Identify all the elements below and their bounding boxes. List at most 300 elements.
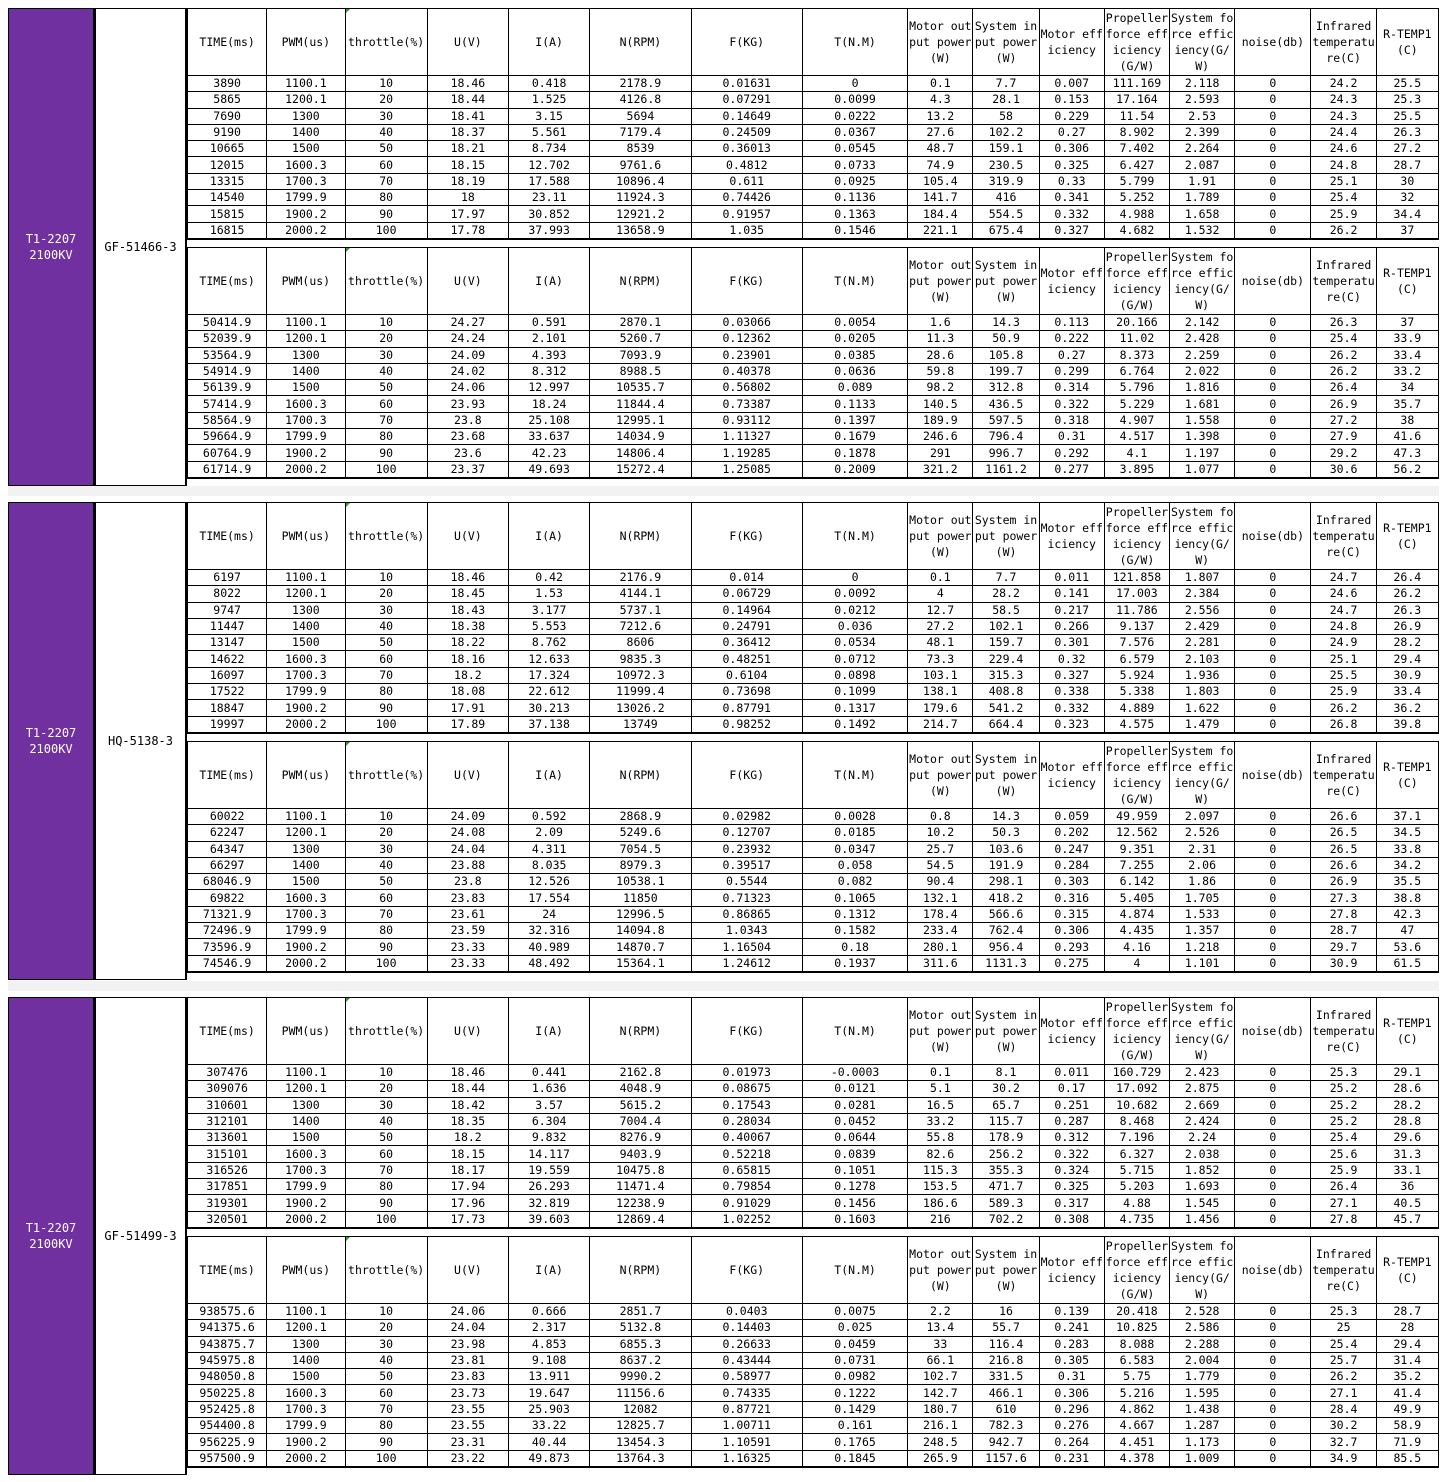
- table-cell: 0.48251: [691, 651, 802, 667]
- table-cell: 0.292: [1039, 445, 1104, 461]
- table-cell: 0.327: [1039, 667, 1104, 683]
- table-cell: 0: [1235, 1320, 1311, 1336]
- table-cell: 1799.9: [267, 923, 345, 939]
- column-header: T(N.M): [802, 503, 907, 570]
- table-cell: 13315: [188, 173, 267, 189]
- table-cell: 5.216: [1104, 1385, 1169, 1401]
- table-cell: 8.902: [1104, 124, 1169, 140]
- table-cell: 4.311: [509, 841, 590, 857]
- table-cell: 23.33: [427, 939, 508, 955]
- table-cell: 23.8: [427, 874, 508, 890]
- table-cell: 37: [1376, 315, 1438, 331]
- table-cell: 4.378: [1104, 1450, 1169, 1467]
- column-header: noise(db): [1235, 998, 1311, 1065]
- table-cell: 11.786: [1104, 602, 1169, 618]
- table-cell: 121.858: [1104, 570, 1169, 586]
- table-cell: 24.09: [427, 347, 508, 363]
- table-cell: 28.1: [973, 92, 1039, 108]
- table-cell: 0.07291: [691, 92, 802, 108]
- column-header: R-TEMP1(C): [1376, 742, 1438, 809]
- table-cell: 12.702: [509, 157, 590, 173]
- table-row: [188, 667, 1439, 683]
- table-cell: 50.3: [973, 825, 1039, 841]
- motor-kv-line2: 2100KV: [29, 248, 73, 262]
- table-cell: 42.23: [509, 445, 590, 461]
- table-cell: 12825.7: [590, 1418, 691, 1434]
- table-cell: 664.4: [973, 716, 1039, 733]
- column-header: U(V): [427, 9, 508, 76]
- column-header: System input power(W): [973, 742, 1039, 809]
- table-cell: 0.007: [1039, 76, 1104, 92]
- table-cell: 0: [1235, 841, 1311, 857]
- column-header: noise(db): [1235, 9, 1311, 76]
- table-cell: 66297: [188, 857, 267, 873]
- table-cell: 26.2: [1311, 700, 1376, 716]
- table-cell: 10538.1: [590, 874, 691, 890]
- column-header: Motor output power(W): [908, 248, 973, 315]
- table-cell: 10665: [188, 141, 267, 157]
- table-cell: 2176.9: [590, 570, 691, 586]
- table-cell: 23.55: [427, 1401, 508, 1417]
- table-cell: 26.4: [1376, 570, 1438, 586]
- table-cell: 18.42: [427, 1097, 508, 1113]
- table-cell: 0.324: [1039, 1162, 1104, 1178]
- table-cell: 74.9: [908, 157, 973, 173]
- table-cell: 58564.9: [188, 412, 267, 428]
- table-cell: 13658.9: [590, 222, 691, 239]
- table-cell: 2000.2: [267, 461, 345, 478]
- column-header: R-TEMP1(C): [1376, 248, 1438, 315]
- table-cell: 0.287: [1039, 1113, 1104, 1129]
- table-cell: 5.796: [1104, 380, 1169, 396]
- table-cell: 48.492: [509, 955, 590, 972]
- table-cell: 1.00711: [691, 1418, 802, 1434]
- table-cell: 17.588: [509, 173, 590, 189]
- table-cell: 27.2: [908, 618, 973, 634]
- table-cell: 0.14649: [691, 108, 802, 124]
- table-cell: 73596.9: [188, 939, 267, 955]
- table-cell: 0: [1235, 347, 1311, 363]
- table-cell: 938575.6: [188, 1304, 267, 1320]
- table-cell: 0.1456: [802, 1195, 907, 1211]
- table-cell: 4.517: [1104, 429, 1169, 445]
- table-cell: 1799.9: [267, 1418, 345, 1434]
- table-cell: 0.592: [509, 809, 590, 825]
- table-cell: 59.8: [908, 363, 973, 379]
- column-header: F(KG): [691, 503, 802, 570]
- table-cell: 216.1: [908, 1418, 973, 1434]
- table-cell: 34.5: [1376, 825, 1438, 841]
- table-cell: 2.103: [1170, 651, 1235, 667]
- table-cell: 20.166: [1104, 315, 1169, 331]
- table-cell: 0.2009: [802, 461, 907, 478]
- column-header: PWM(us): [267, 9, 345, 76]
- table-row: [188, 1130, 1439, 1146]
- table-cell: 29.2: [1311, 445, 1376, 461]
- table-cell: 18.44: [427, 1081, 508, 1097]
- table-cell: 34.4: [1376, 206, 1438, 222]
- table-cell: 26.2: [1311, 1369, 1376, 1385]
- table-cell: 24: [509, 906, 590, 922]
- column-header: PWM(us): [267, 1237, 345, 1304]
- table-cell: 1700.3: [267, 1401, 345, 1417]
- table-cell: 1400: [267, 1352, 345, 1368]
- table-cell: 0.17543: [691, 1097, 802, 1113]
- table-cell: 298.1: [973, 874, 1039, 890]
- table-cell: 27.9: [1311, 429, 1376, 445]
- table-cell: 0.305: [1039, 1352, 1104, 1368]
- table-cell: 0.323: [1039, 716, 1104, 733]
- column-header: Motor output power(W): [908, 9, 973, 76]
- table-cell: 4.1: [1104, 445, 1169, 461]
- table-cell: 14540: [188, 190, 267, 206]
- table-row: [188, 809, 1439, 825]
- table-cell: 4: [908, 586, 973, 602]
- table-cell: 8.1: [973, 1065, 1039, 1081]
- table-cell: 2.384: [1170, 586, 1235, 602]
- table-cell: 11999.4: [590, 684, 691, 700]
- table-cell: 17.91: [427, 700, 508, 716]
- table-cell: 8.468: [1104, 1113, 1169, 1129]
- table-cell: 1100.1: [267, 315, 345, 331]
- table-cell: 0.089: [802, 380, 907, 396]
- column-header: System force efficiency(G/W): [1170, 248, 1235, 315]
- table-cell: 0.014: [691, 570, 802, 586]
- table-cell: 10896.4: [590, 173, 691, 189]
- table-cell: 2.281: [1170, 635, 1235, 651]
- table-cell: 102.2: [973, 124, 1039, 140]
- table-cell: 1.681: [1170, 396, 1235, 412]
- table-cell: 0.0733: [802, 157, 907, 173]
- table-row: [188, 825, 1439, 841]
- table-cell: 0.325: [1039, 157, 1104, 173]
- table-cell: 8988.5: [590, 363, 691, 379]
- table-cell: 0.316: [1039, 890, 1104, 906]
- table-cell: 0.1: [908, 570, 973, 586]
- header-row: [188, 248, 1439, 315]
- table-cell: 0.65815: [691, 1162, 802, 1178]
- table-cell: 9.351: [1104, 841, 1169, 857]
- header-row: [188, 1237, 1439, 1304]
- table-cell: 10.682: [1104, 1097, 1169, 1113]
- table-cell: 0.23901: [691, 347, 802, 363]
- table-cell: 32: [1376, 190, 1438, 206]
- table-row: [188, 1162, 1439, 1178]
- table-cell: 26.3: [1376, 602, 1438, 618]
- table-cell: 55.8: [908, 1130, 973, 1146]
- table-cell: 11156.6: [590, 1385, 691, 1401]
- table-cell: 0.241: [1039, 1320, 1104, 1336]
- table-cell: 52039.9: [188, 331, 267, 347]
- table-cell: 80: [345, 923, 427, 939]
- table-cell: 11447: [188, 618, 267, 634]
- table-cell: 18.2: [427, 667, 508, 683]
- table-cell: 0.306: [1039, 1385, 1104, 1401]
- table-cell: 1.16504: [691, 939, 802, 955]
- table-cell: 56.2: [1376, 461, 1438, 478]
- table-cell: 24.3: [1311, 108, 1376, 124]
- table-cell: 68046.9: [188, 874, 267, 890]
- table-cell: 5.561: [509, 124, 590, 140]
- table-cell: 25.5: [1311, 667, 1376, 683]
- table-cell: 4.667: [1104, 1418, 1169, 1434]
- table-cell: 0.322: [1039, 396, 1104, 412]
- table-row: [188, 124, 1439, 140]
- table-cell: 309076: [188, 1081, 267, 1097]
- table-cell: 26.9: [1311, 396, 1376, 412]
- table-cell: 10: [345, 809, 427, 825]
- table-cell: 11924.3: [590, 190, 691, 206]
- table-cell: 1200.1: [267, 331, 345, 347]
- table-cell: 186.6: [908, 1195, 973, 1211]
- table-cell: 184.4: [908, 206, 973, 222]
- table-cell: 0.0925: [802, 173, 907, 189]
- table-cell: 5.799: [1104, 173, 1169, 189]
- table-cell: 0.03066: [691, 315, 802, 331]
- column-header: I(A): [509, 998, 590, 1065]
- table-cell: 25.5: [1376, 108, 1438, 124]
- table-cell: 5694: [590, 108, 691, 124]
- table-cell: 0.276: [1039, 1418, 1104, 1434]
- table-cell: 13147: [188, 635, 267, 651]
- table-cell: 9.137: [1104, 618, 1169, 634]
- table-cell: 29.1: [1376, 1065, 1438, 1081]
- column-header: T(N.M): [802, 1237, 907, 1304]
- table-cell: 2.264: [1170, 141, 1235, 157]
- table-cell: 18.46: [427, 1065, 508, 1081]
- table-cell: 72496.9: [188, 923, 267, 939]
- table-cell: 50: [345, 141, 427, 157]
- table-cell: 0: [1235, 1065, 1311, 1081]
- column-header: Infrared temperature(C): [1311, 1237, 1376, 1304]
- table-cell: 41.6: [1376, 429, 1438, 445]
- table-cell: 0: [1235, 825, 1311, 841]
- table-cell: 2000.2: [267, 955, 345, 972]
- table-cell: 73.3: [908, 651, 973, 667]
- table-cell: 0: [1235, 1195, 1311, 1211]
- table-cell: 13764.3: [590, 1450, 691, 1467]
- table-cell: 2.875: [1170, 1081, 1235, 1097]
- table-cell: 0: [1235, 570, 1311, 586]
- table-cell: 0: [802, 76, 907, 92]
- table-cell: 311.6: [908, 955, 973, 972]
- table-cell: 50.9: [973, 331, 1039, 347]
- table-cell: 1.438: [1170, 1401, 1235, 1417]
- table-cell: 12869.4: [590, 1211, 691, 1228]
- table-cell: 23.31: [427, 1434, 508, 1450]
- table-cell: 331.5: [973, 1369, 1039, 1385]
- table-cell: 1600.3: [267, 396, 345, 412]
- table-row: [188, 939, 1439, 955]
- column-header: Motor output power(W): [908, 742, 973, 809]
- table-cell: 18.43: [427, 602, 508, 618]
- table-cell: 0: [1235, 1434, 1311, 1450]
- table-cell: 70: [345, 173, 427, 189]
- table-cell: 1799.9: [267, 684, 345, 700]
- table-cell: 132.1: [908, 890, 973, 906]
- table-cell: 0.338: [1039, 684, 1104, 700]
- table-cell: 10.825: [1104, 1320, 1169, 1336]
- propeller-model-cell: GF-51466-3: [94, 8, 187, 486]
- table-cell: 0.71323: [691, 890, 802, 906]
- table-cell: 140.5: [908, 396, 973, 412]
- table-cell: 70: [345, 1162, 427, 1178]
- table-cell: 1.936: [1170, 667, 1235, 683]
- table-cell: 0.0545: [802, 141, 907, 157]
- table-cell: 50: [345, 635, 427, 651]
- table-cell: 1.622: [1170, 700, 1235, 716]
- table-cell: 942.7: [973, 1434, 1039, 1450]
- table-cell: 18.15: [427, 1146, 508, 1162]
- table-cell: 71321.9: [188, 906, 267, 922]
- table-cell: 0.0212: [802, 602, 907, 618]
- table-cell: 0.28034: [691, 1113, 802, 1129]
- table-row: [188, 1146, 1439, 1162]
- table-cell: 0: [1235, 955, 1311, 972]
- table-row: [188, 1434, 1439, 1450]
- table-cell: 0: [1235, 1336, 1311, 1352]
- table-row: [188, 1113, 1439, 1129]
- column-header: System force efficiency(G/W): [1170, 503, 1235, 570]
- table-cell: 9.108: [509, 1352, 590, 1368]
- table-cell: 1400: [267, 363, 345, 379]
- measurement-table: [187, 247, 1439, 479]
- table-cell: 30: [345, 108, 427, 124]
- table-cell: 0.1937: [802, 955, 907, 972]
- motor-model-line1: T1-2207: [25, 726, 77, 740]
- column-header: TIME(ms): [188, 503, 267, 570]
- table-cell: 246.6: [908, 429, 973, 445]
- table-cell: 0.1: [908, 1065, 973, 1081]
- table-cell: 1600.3: [267, 651, 345, 667]
- table-cell: 25.7: [908, 841, 973, 857]
- table-row: [188, 396, 1439, 412]
- table-cell: 6.764: [1104, 363, 1169, 379]
- table-row: [188, 222, 1439, 239]
- table-cell: 1200.1: [267, 1081, 345, 1097]
- table-cell: 1.101: [1170, 955, 1235, 972]
- table-cell: 23.68: [427, 429, 508, 445]
- table-row: [188, 76, 1439, 92]
- table-cell: 90: [345, 1434, 427, 1450]
- table-cell: 312.8: [973, 380, 1039, 396]
- table-cell: 12.997: [509, 380, 590, 396]
- table-cell: 3.15: [509, 108, 590, 124]
- column-header: noise(db): [1235, 742, 1311, 809]
- table-cell: 0.86865: [691, 906, 802, 922]
- table-cell: 0.1679: [802, 429, 907, 445]
- table-cell: 30.6: [1311, 461, 1376, 478]
- table-cell: 25.4: [1311, 190, 1376, 206]
- table-row: [188, 1450, 1439, 1467]
- table-cell: 61714.9: [188, 461, 267, 478]
- table-row: [188, 570, 1439, 586]
- table-cell: 0.0898: [802, 667, 907, 683]
- table-row: [188, 857, 1439, 873]
- table-cell: 4.907: [1104, 412, 1169, 428]
- table-cell: 25.9: [1311, 1162, 1376, 1178]
- table-cell: 35.5: [1376, 874, 1438, 890]
- table-cell: 0: [1235, 1304, 1311, 1320]
- table-cell: 0.283: [1039, 1336, 1104, 1352]
- table-cell: 1.693: [1170, 1179, 1235, 1195]
- column-header: Propeller force efficiency(G/W): [1104, 1237, 1169, 1304]
- table-cell: 0.79854: [691, 1179, 802, 1195]
- table-cell: 24.06: [427, 1304, 508, 1320]
- table-cell: 13026.2: [590, 700, 691, 716]
- table-cell: 2.424: [1170, 1113, 1235, 1129]
- column-header: Motor output power(W): [908, 503, 973, 570]
- table-cell: 26.8: [1311, 716, 1376, 733]
- table-cell: 48.7: [908, 141, 973, 157]
- column-header: Infrared temperature(C): [1311, 998, 1376, 1065]
- table-cell: 47: [1376, 923, 1438, 939]
- table-cell: 0: [1235, 173, 1311, 189]
- table-cell: 70: [345, 906, 427, 922]
- table-cell: 18.21: [427, 141, 508, 157]
- table-cell: 5249.6: [590, 825, 691, 841]
- table-cell: 70: [345, 412, 427, 428]
- table-cell: 39.8: [1376, 716, 1438, 733]
- table-cell: 0.036: [802, 618, 907, 634]
- table-cell: 30.213: [509, 700, 590, 716]
- table-cell: 18.17: [427, 1162, 508, 1178]
- table-cell: 64347: [188, 841, 267, 857]
- table-cell: 18: [427, 190, 508, 206]
- table-row: [188, 429, 1439, 445]
- table-cell: 80: [345, 1179, 427, 1195]
- table-cell: 2.53: [1170, 108, 1235, 124]
- table-cell: 50: [345, 874, 427, 890]
- table-cell: 18.37: [427, 124, 508, 140]
- table-cell: 2.097: [1170, 809, 1235, 825]
- table-cell: 4.393: [509, 347, 590, 363]
- table-cell: 13.4: [908, 1320, 973, 1336]
- table-cell: 0.74335: [691, 1385, 802, 1401]
- test-block-low-voltage: [187, 997, 1439, 1229]
- table-row: [188, 206, 1439, 222]
- table-cell: 20: [345, 331, 427, 347]
- table-cell: 90: [345, 445, 427, 461]
- table-cell: 25.4: [1311, 331, 1376, 347]
- table-cell: 0: [1235, 331, 1311, 347]
- table-row: [188, 955, 1439, 972]
- table-cell: 24.02: [427, 363, 508, 379]
- table-cell: 1.357: [1170, 923, 1235, 939]
- table-row: [188, 412, 1439, 428]
- motor-model-cell: [8, 502, 94, 980]
- table-cell: 1.816: [1170, 380, 1235, 396]
- table-cell: 0.14964: [691, 602, 802, 618]
- table-cell: 0.32: [1039, 651, 1104, 667]
- propeller-model-cell: GF-51499-3: [94, 997, 187, 1475]
- table-cell: 37.138: [509, 716, 590, 733]
- table-cell: 945975.8: [188, 1352, 267, 1368]
- table-cell: 0.4812: [691, 157, 802, 173]
- table-cell: 0: [1235, 618, 1311, 634]
- table-cell: 16.5: [908, 1097, 973, 1113]
- table-cell: 0.611: [691, 173, 802, 189]
- table-cell: 13454.3: [590, 1434, 691, 1450]
- table-cell: 0.08675: [691, 1081, 802, 1097]
- table-cell: 1300: [267, 1097, 345, 1113]
- column-header: TIME(ms): [188, 248, 267, 315]
- table-cell: 14.3: [973, 315, 1039, 331]
- table-cell: 23.81: [427, 1352, 508, 1368]
- table-cell: 85.5: [1376, 1450, 1438, 1467]
- table-cell: 2.669: [1170, 1097, 1235, 1113]
- column-header: R-TEMP1(C): [1376, 9, 1438, 76]
